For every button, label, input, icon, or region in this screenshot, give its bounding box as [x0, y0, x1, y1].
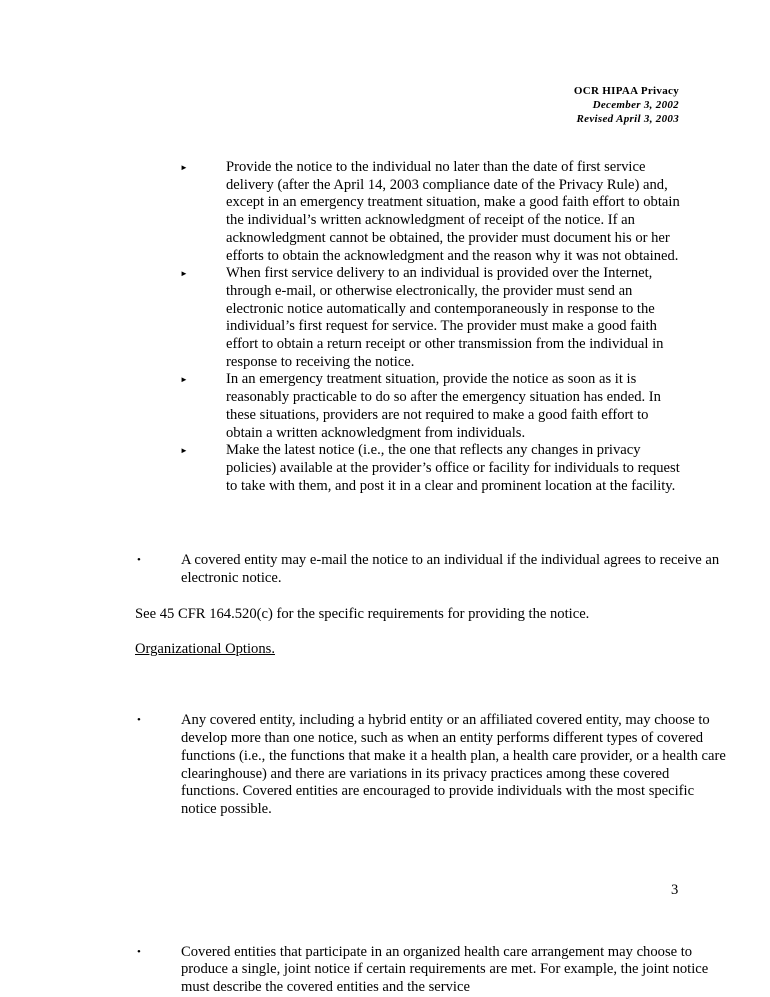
bullet-icon: • — [137, 554, 141, 566]
header-revised-date: Revised April 3, 2003 — [576, 113, 679, 125]
sub-list-item — [180, 371, 680, 442]
triangle-bullet-icon: ► — [180, 446, 188, 456]
document-header — [574, 84, 679, 126]
org-option-bullet — [135, 944, 727, 997]
cfr-reference-paragraph — [135, 606, 681, 624]
sub-list-item — [180, 265, 680, 371]
org-option-text: Covered entities that participate in an organized health care arrangement may choose to produce a single, joint notice if certain requirements are met. For example, the joint notice must describe the covered entities and the service — [181, 943, 709, 996]
bullet-icon: • — [137, 945, 141, 958]
email-notice-text: A covered entity may e-mail the notice to an individual if the individual agrees to receive an electronic notice. — [181, 552, 720, 586]
email-notice-bullet — [135, 552, 727, 587]
sub-item-text: Provide the notice to the individual no later than the date of first service delivery (after the April 14, 2003 compliance date of the Privacy Rule) and, except in an emergency treatment situation, make a good faith effort to obtain the individual’s written acknowledgment of receipt of the notice. If an acknowledgment cannot be obtained, the provider must document his or her efforts to obtain the acknowledgment and the reason why it was not obtained. — [226, 159, 680, 264]
sub-list-item — [180, 442, 680, 495]
org-option-text: Any covered entity, including a hybrid entity or an affiliated covered entity, may choose to develop more than one notice, such as when an entity performs different types of covered functions (i.e., the functions that make it a health plan, a health care provider, or a health care clearinghouse) and there are variations in its privacy practices among these covered functions. Covered entities are encouraged to provide individuals with the most specific notice possible. — [181, 712, 726, 817]
org-option-bullet — [135, 712, 727, 818]
triangle-bullet-icon: ► — [180, 269, 188, 279]
header-date: December 3, 2002 — [592, 99, 679, 111]
sub-item-text: In an emergency treatment situation, provide the notice as soon as it is reasonably practicable to do so after the emergency situation has ended. In these situations, providers are not required to make a good faith effort to obtain a written acknowledgment from individuals. — [226, 371, 661, 441]
triangle-bullet-icon: ► — [180, 163, 188, 172]
bullet-icon: • — [137, 714, 141, 727]
provider-notice-sub-list — [180, 159, 680, 495]
page-number: 3 — [671, 882, 679, 898]
cfr-reference-text: See 45 CFR 164.520(c) for the specific requirements for providing the notice. — [135, 606, 590, 622]
section-heading-block — [135, 641, 681, 659]
sub-item-text: Make the latest notice (i.e., the one that reflects any changes in privacy policies) available at the provider’s office or facility for individuals to request to take with them, and post it in a clear and prominent location at the facility. — [226, 442, 680, 494]
sub-item-text: When first service delivery to an individual is provided over the Internet, through e-mail, or otherwise electronically, the provider must send an electronic notice automatically and contemporaneously in response to the individual’s first request for service. The provider must make a good faith effort to obtain a return receipt or other transmission from the individual in response to receiving the notice. — [226, 265, 664, 370]
header-title: OCR HIPAA Privacy — [573, 85, 679, 97]
triangle-bullet-icon: ► — [180, 375, 188, 385]
sub-list-item — [180, 159, 680, 265]
section-heading: Organizational Options. — [135, 641, 275, 657]
